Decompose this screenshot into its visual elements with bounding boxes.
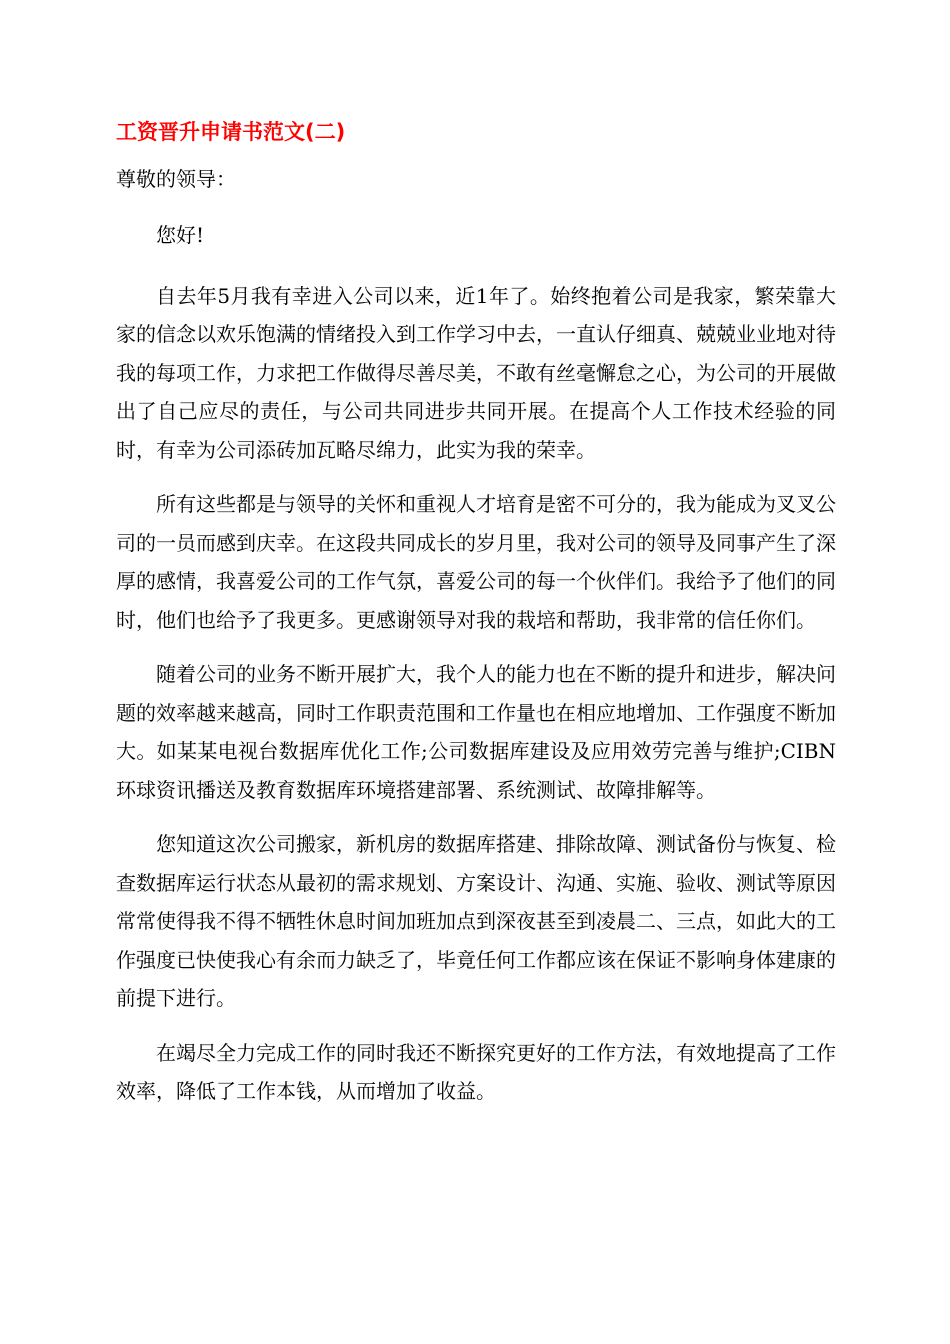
document-body bbox=[116, 108, 836, 1111]
paragraph-5: 在竭尽全力完成工作的同时我还不断探究更好的工作方法，有效地提高了工作效率，降低了工作本钱，从而增加了收益。 bbox=[116, 1040, 836, 1103]
paragraph-1: 自去年5月我有幸进入公司以来，近1年了。始终抱着公司是我家，繁荣靠大家的信念以欢乐饱满的情绪投入到工作学习中去，一直认仔细真、兢兢业业地对待我的每项工作，力求把工作做得尽善尽美，不敢有丝毫懈怠之心，为公司的开展做出了自己应尽的责任，与公司共同进步共同开展。在提高个人工作技术经验的同时，有幸为公司添砖加瓦略尽绵力，此实为我的荣幸。 bbox=[116, 283, 836, 462]
paragraph-3: 随着公司的业务不断开展扩大，我个人的能力也在不断的提升和进步，解决问题的效率越来越高，同时工作职责范围和工作量也在相应地增加、工作强度不断加大。如某某电视台数据库优化工作;公司数据库建设及应用效劳完善与维护;CIBN环球资讯播送及教育数据库环境搭建部署、系统测试、故障排解等。 bbox=[116, 662, 836, 802]
salutation: 尊敬的领导： bbox=[116, 167, 236, 191]
greeting: 您好! bbox=[156, 223, 205, 247]
document-title: 工资晋升申请书范文(二) bbox=[116, 120, 346, 144]
paragraph-2: 所有这些都是与领导的关怀和重视人才培育是密不可分的，我为能成为叉叉公司的一员而感到庆幸。在这段共同成长的岁月里，我对公司的领导及同事产生了深厚的感情，我喜爱公司的工作气氛，喜爱公司的每一个伙伴们。我给予了他们的同时，他们也给予了我更多。更感谢领导对我的栽培和帮助，我非常的信任你们。 bbox=[116, 492, 836, 632]
paragraph-4: 您知道这次公司搬家，新机房的数据库搭建、排除故障、测试备份与恢复、检查数据库运行状态从最初的需求规划、方案设计、沟通、实施、验收、测试等原因常常使得我不得不牺牲休息时间加班加点到深夜甚至到凌晨二、三点，如此大的工作强度已快使我心有余而力缺乏了，毕竟任何工作都应该在保证不影响身体建康的前提下进行。 bbox=[116, 832, 836, 1010]
